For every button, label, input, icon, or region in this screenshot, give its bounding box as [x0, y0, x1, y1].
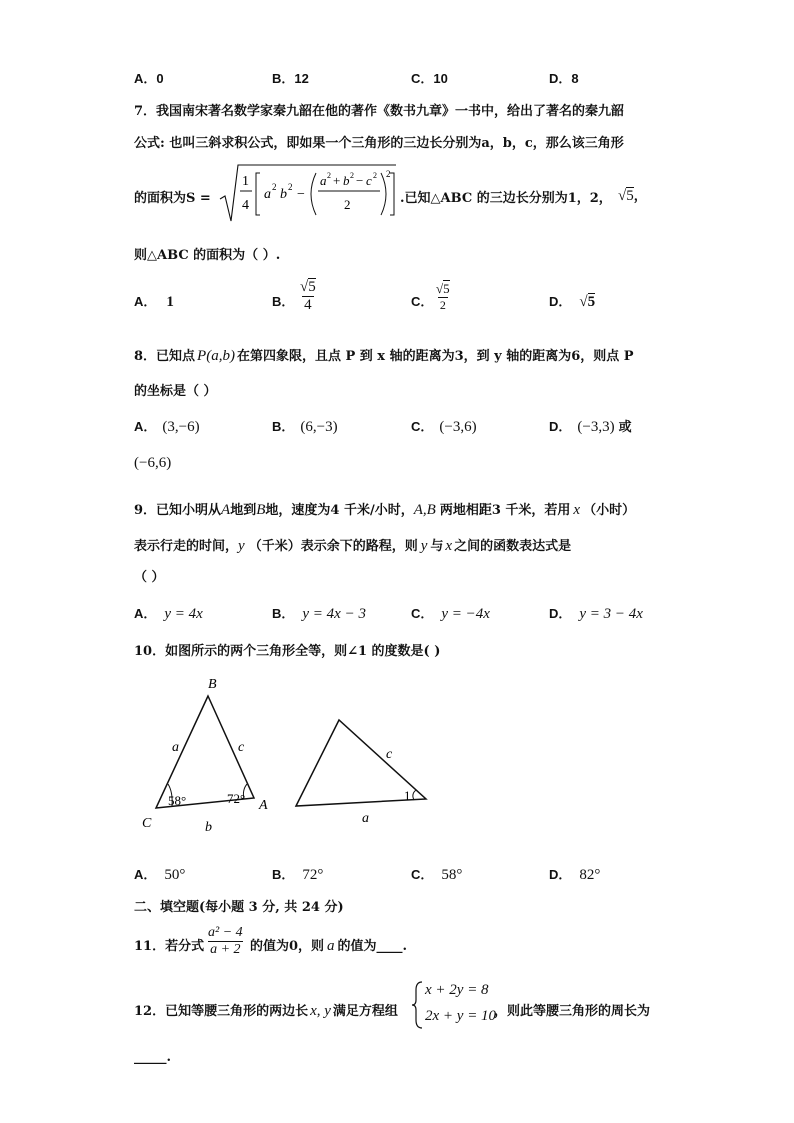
svg-text:c: c [366, 173, 372, 188]
label-b: b [205, 820, 212, 835]
svg-text:2: 2 [350, 171, 354, 180]
q9-option-b: B． y = 4x − 3 [272, 606, 366, 622]
q8-option-d: D． (−3,3) 或 [549, 419, 632, 435]
section-2-heading: 二、填空题(每小题 3 分, 共 24 分) [134, 900, 344, 915]
svg-text:2: 2 [373, 171, 377, 180]
label-B: B [208, 677, 217, 692]
svg-text:a: a [320, 173, 327, 188]
q7-line1: 7．我国南宋著名数学家秦九韶在他的著作《数书九章》一书中，给出了著名的秦九韶 [134, 104, 625, 119]
label-A: A [259, 798, 268, 813]
q9-option-c: C． y = −4x [411, 606, 490, 622]
q7-line3-suffix: .已知△ABC 的三边长分别为1，2， [400, 191, 612, 206]
svg-text:b: b [280, 187, 287, 202]
svg-text:+: + [333, 173, 341, 188]
q7-option-a: A． 1 [134, 294, 174, 310]
svg-text:−: − [356, 173, 364, 188]
q8-line2: 的坐标是（ ） [134, 384, 217, 399]
q12-pre: 12．已知等腰三角形的两边长 x, y 满足方程组 [134, 1003, 398, 1019]
svg-text:2: 2 [344, 197, 351, 212]
q8-option-a: A． (3,−6) [134, 419, 200, 435]
heron-formula [218, 163, 400, 227]
q8-option-b: B． (6,−3) [272, 419, 338, 435]
svg-text:2: 2 [327, 171, 331, 180]
q8-option-c: C． (−3,6) [411, 419, 477, 435]
q6-option-b: B．12 [272, 71, 309, 86]
label-1: 1 [404, 788, 411, 803]
q10-option-b: B． 72° [272, 867, 324, 883]
svg-text:2: 2 [386, 169, 391, 179]
q12-eq2: 2x + y = 10 [425, 1008, 497, 1024]
label-c: c [238, 740, 245, 755]
svg-text:b: b [343, 173, 350, 188]
q7-line3-prefix: 的面积为S = [134, 191, 211, 206]
q9-line3: （ ） [134, 570, 165, 585]
q8-option-d-extra: (−6,6) [134, 455, 172, 471]
q12-blank: _____. [134, 1050, 172, 1065]
q9-line1: 9．已知小明从A地到B地，速度为4 千米/小时，A,B 两地相距3 千米，若用 x （小时） [134, 502, 636, 518]
q11-post: 的值为0，则 a 的值为____. [250, 938, 408, 954]
q7-option-c-fraction: $\frac{√5}{2}$ [436, 281, 450, 312]
q7-option-d: D． √5 [549, 294, 596, 310]
q7-sqrt5: √5， [618, 188, 647, 204]
q12-system-brace [410, 980, 424, 1030]
q7-line4: 则△ABC 的面积为（ ）. [134, 248, 281, 263]
label-72: 72° [227, 791, 246, 806]
q6-option-c: C．10 [411, 71, 448, 86]
q9-option-a: A． y = 4x [134, 606, 203, 622]
q11-fraction: $\frac{\text{a² − 4}}{a + 2}$ [208, 925, 243, 957]
q9-option-d: D． y = 3 − 4x [549, 606, 643, 622]
q10-option-d: D． 82° [549, 867, 601, 883]
label-a2: a [362, 811, 369, 826]
q9-line2: 表示行走的时间，y （千米）表示余下的路程，则 y 与 x 之间的函数表达式是 [134, 538, 572, 554]
q7-line2: 公式: 也叫三斜求积公式，即如果一个三角形的三边长分别为a，b，c，那么该三角形 [134, 136, 624, 151]
q12-post: ，则此等腰三角形的周长为 [494, 1004, 651, 1019]
q7-option-b-fraction: $\frac{√5}{4}$ [300, 279, 316, 313]
q7-option-c-label: C． [411, 294, 434, 309]
q10-triangles-figure [130, 670, 450, 840]
svg-text:2: 2 [288, 182, 293, 192]
q6-option-a: A．0 [134, 71, 164, 86]
q6-option-d: D．8 [549, 71, 579, 86]
svg-text:a: a [264, 187, 271, 202]
q11-pre: 11．若分式 [134, 939, 205, 954]
q10-option-c: C． 58° [411, 867, 463, 883]
q12-eq1: x + 2y = 8 [425, 982, 489, 998]
svg-text:1: 1 [242, 174, 249, 189]
q7-option-b-label: B． [272, 294, 295, 309]
label-c2: c [386, 747, 393, 762]
svg-text:−: − [297, 187, 305, 202]
label-C: C [142, 816, 152, 831]
svg-text:4: 4 [242, 198, 249, 213]
q10-option-a: A． 50° [134, 867, 186, 883]
label-a: a [172, 740, 179, 755]
q10-stem: 10．如图所示的两个三角形全等，则∠1 的度数是( ) [134, 644, 441, 659]
angle-1-arc [413, 790, 416, 800]
svg-text:2: 2 [272, 182, 277, 192]
q8-line1: 8．已知点 P(a,b) 在第四象限，且点 P 到 x 轴的距离为3，到 y 轴的距离为6，则点 P [134, 348, 634, 364]
label-58: 58° [168, 793, 187, 808]
